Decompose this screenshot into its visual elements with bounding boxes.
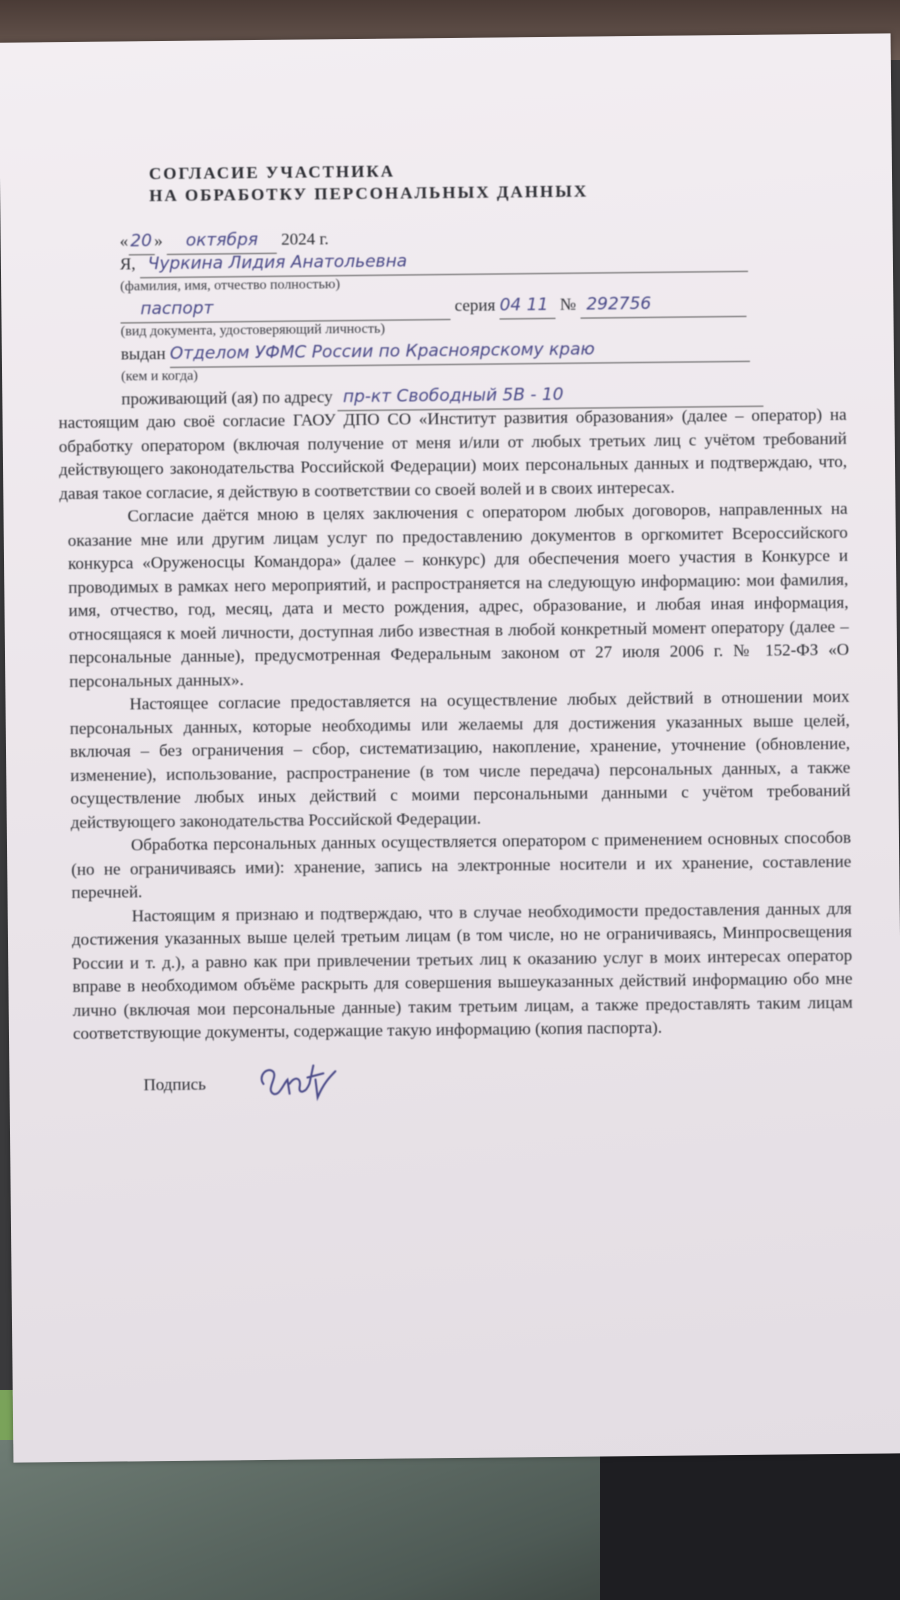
date-year: 2024 г. [281,229,329,249]
issued-caption: (кем и когда) [121,368,198,385]
paragraph-consent: настоящим даю своё согласие ГАОУ ДПО СО «Институт развития образования» (далее – оператор) на обработку оператором (включая получение от меня и/или от любых третьих лиц с учётом требований действующего законодательства Российской Федерации) моих персональных данных и подтверждаю, что, давая такое согласие, я действую в соответствии со своей волей и в своих интересах. [58,404,848,503]
document-caption: (вид документа, удостоверяющий личность) [120,321,386,340]
issued-value: Отделом УФМС России по Красноярскому краю [170,337,750,368]
paragraph-actions: Настоящее согласие предоставляется на осуществление любых действий в отношении моих персональных данных, которые необходимы или желаемы для достижения указанных выше целей, включая – без ограничения – сбор, систематизацию, накопление, хранение, уточнение (обновление, изменение), использование, распространение (в том числе передача) персональных данных, а также осуществление любых иных действий с моими персональными данными с учётом требований действующего законодательства Российской Федерации. [69,686,851,832]
date-day: 20 [128,230,154,255]
series-value: 04 11 [499,294,555,319]
paragraph-disclosure: Настоящим я признаю и подтверждаю, что в случае необходимости предоставления данных для достижения указанных выше целей третьим лицам (в том числе, но не ограничиваясь, Минпросвещения России и т. д.), а равно как при привлечении третьих лиц к оказанию услуг в моих интересах оператор вправе в необходимом объёме раскрыть для совершения вышеуказанных действий информацию обо мне лично (включая мои персональные данные) таким третьим лицам, а также предоставлять таким лицам соответствующие документы, содержащие такую информацию (копия паспорта). [71,898,853,1043]
issued-label: выдан [120,343,166,364]
document-content [58,108,853,1112]
document-title [149,156,844,207]
title-line-1: СОГЛАСИЕ УЧАСТНИКА [148,161,396,184]
personal-fields [120,222,847,411]
series-label: серия [454,295,496,315]
paper-sheet [0,33,900,1462]
date-open-quote: « [119,231,129,251]
number-value: 292756 [580,292,746,318]
paragraph-purpose: Согласие даётся мною в целях заключения с оператором любых договоров, направленных на оказание мне или другим лицам услуг по предоставлению документов в оргкомитет Всероссийского конкурса «Оруженосцы Командора» (далее – конкурс) для обеспечения моего участия в Конкурсе и проводимых в рамках него мероприятий, и распространяется на следующую информацию: мои фамилия, имя, отчество, год, месяц, дата и место рождения, адрес, образование, и любая иная информация, относящаяся к моей личности, доступная либо известная в любой конкретный момент оператору (далее – персональные данные), предусмотренная Федеральным законом от 27 июля 2006 г. № 152-ФЗ «О персональных данных». [67,498,850,691]
signature-label: Подпись [143,1074,207,1094]
name-caption: (фамилия, имя, отчество полностью) [120,277,341,295]
signature-block [143,1053,853,1110]
title-line-2: НА ОБРАБОТКУ ПЕРСОНАЛЬНЫХ ДАННЫХ [149,181,589,206]
background-dark-corner [600,1440,900,1600]
date-close-quote: » [154,231,163,251]
address-label: проживающий (ая) по адресу [121,387,333,409]
date-month: октября [167,229,277,255]
address-value: пр-кт Свободный 5В - 10 [337,382,763,411]
name-value: Чуркина Лидия Анатольевна [140,247,748,278]
paragraph-processing: Обработка персональных данных осуществляется оператором с применением основных способов (но не ограничиваясь ими): хранение, запись на электронные носители и их хранение, составление перечней. [71,827,852,902]
number-label: № [559,294,577,314]
name-prefix: Я, [119,254,136,274]
handwritten-signature [253,1053,344,1104]
document-type-value: паспорт [120,295,450,323]
